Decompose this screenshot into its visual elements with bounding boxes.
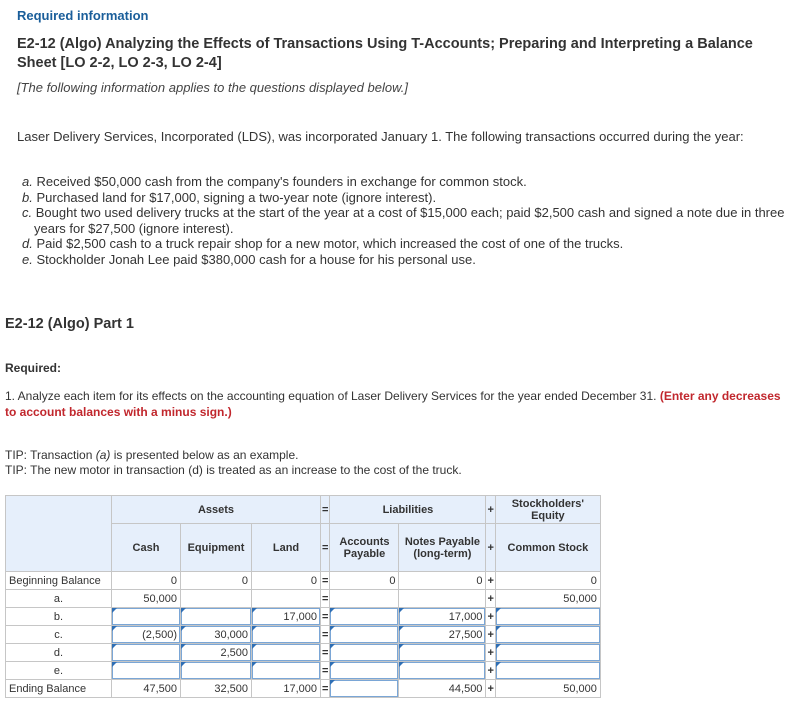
table-row bbox=[6, 680, 601, 698]
plus-sign: + bbox=[486, 680, 495, 698]
common-stock-input[interactable] bbox=[495, 644, 600, 662]
equipment-cell: 32,500 bbox=[181, 680, 252, 698]
cash-input[interactable] bbox=[112, 644, 181, 662]
equals-sign: = bbox=[321, 662, 330, 680]
table-row bbox=[6, 662, 601, 680]
equipment-input[interactable]: 30,000 bbox=[181, 626, 252, 644]
accounts-payable-input[interactable] bbox=[330, 626, 399, 644]
notes-payable-cell: 0 bbox=[399, 572, 486, 590]
equals-sign: = bbox=[321, 590, 330, 608]
common-stock-input[interactable] bbox=[495, 608, 600, 626]
cash-cell: 50,000 bbox=[112, 590, 181, 608]
notes-payable-input[interactable] bbox=[399, 644, 486, 662]
land-cell bbox=[252, 590, 321, 608]
table-row bbox=[6, 626, 601, 644]
header-notes-payable: Notes Payable (long-term) bbox=[399, 524, 486, 572]
accounts-payable-cell bbox=[330, 590, 399, 608]
intro-text: Laser Delivery Services, Incorporated (LDS), was incorporated January 1. The following transactions occurred during the year: bbox=[17, 129, 744, 144]
cash-input[interactable] bbox=[112, 662, 181, 680]
row-label: d. bbox=[6, 644, 112, 662]
instruction-text: 1. Analyze each item for its effects on the accounting equation of Laser Delivery Services for the year ended December 31. (Enter any decreases to account balances with a minus sign.) bbox=[5, 389, 781, 419]
common-stock-cell: 0 bbox=[495, 572, 600, 590]
equals-sign: = bbox=[321, 572, 330, 590]
plus-sign: + bbox=[486, 608, 495, 626]
header-accounts-payable: Accounts Payable bbox=[330, 524, 399, 572]
equipment-input[interactable] bbox=[181, 608, 252, 626]
header-equals-2: = bbox=[321, 524, 330, 572]
part-title: E2-12 (Algo) Part 1 bbox=[5, 316, 134, 332]
cash-cell: 0 bbox=[112, 572, 181, 590]
cash-input[interactable] bbox=[112, 608, 181, 626]
accounts-payable-input[interactable] bbox=[330, 680, 399, 698]
table-row bbox=[6, 590, 601, 608]
row-label: Beginning Balance bbox=[6, 572, 112, 590]
tip-1: TIP: Transaction (a) is presented below as an example. bbox=[5, 448, 299, 462]
header-blank bbox=[6, 496, 112, 572]
header-plus-2: + bbox=[486, 524, 495, 572]
accounts-payable-input[interactable] bbox=[330, 662, 399, 680]
exercise-title: E2-12 (Algo) Analyzing the Effects of Transactions Using T-Accounts; Preparing and Interpreting a Balance Sheet [LO 2-2, LO 2-3, LO 2-4] bbox=[17, 36, 753, 71]
header-common-stock: Common Stock bbox=[495, 524, 600, 572]
common-stock-cell: 50,000 bbox=[495, 590, 600, 608]
common-stock-input[interactable] bbox=[495, 626, 600, 644]
equals-sign: = bbox=[321, 626, 330, 644]
required-information-heading: Required information bbox=[17, 8, 149, 23]
instruction-note: (Enter any decreases to account balances with a minus sign.) bbox=[5, 389, 781, 419]
plus-sign: + bbox=[486, 644, 495, 662]
common-stock-cell: 50,000 bbox=[495, 680, 600, 698]
table-row bbox=[6, 644, 601, 662]
plus-sign: + bbox=[486, 662, 495, 680]
table-row bbox=[6, 608, 601, 626]
equipment-input[interactable] bbox=[181, 662, 252, 680]
transaction-item: c. Bought two used delivery trucks at the start of the year at a cost of $15,000 each; paid $2,500 cash and signed a note due in three years for $27,500 (ignore interest). bbox=[22, 205, 785, 236]
notes-payable-cell: 44,500 bbox=[399, 680, 486, 698]
equals-sign: = bbox=[321, 608, 330, 626]
land-input[interactable]: 17,000 bbox=[252, 608, 321, 626]
header-equipment: Equipment bbox=[181, 524, 252, 572]
header-stockholders-equity: Stockholders' Equity bbox=[495, 496, 600, 524]
cash-input[interactable]: (2,500) bbox=[112, 626, 181, 644]
tips bbox=[5, 448, 462, 478]
land-input[interactable] bbox=[252, 626, 321, 644]
accounts-payable-input[interactable] bbox=[330, 608, 399, 626]
exercise-subtitle: [The following information applies to the questions displayed below.] bbox=[17, 80, 408, 95]
transaction-item: d. Paid $2,500 cash to a truck repair shop for a new motor, which increased the cost of one of the trucks. bbox=[22, 236, 624, 252]
equipment-cell bbox=[181, 590, 252, 608]
header-cash: Cash bbox=[112, 524, 181, 572]
required-label: Required: bbox=[5, 361, 62, 375]
row-label: a. bbox=[6, 590, 112, 608]
transaction-item: a. Received $50,000 cash from the company's founders in exchange for common stock. bbox=[22, 174, 527, 189]
land-cell: 17,000 bbox=[252, 680, 321, 698]
equals-sign: = bbox=[321, 680, 330, 698]
table-row bbox=[6, 572, 601, 590]
land-cell: 0 bbox=[252, 572, 321, 590]
equipment-input[interactable]: 2,500 bbox=[181, 644, 252, 662]
accounts-payable-cell: 0 bbox=[330, 572, 399, 590]
header-assets: Assets bbox=[112, 496, 321, 524]
common-stock-input[interactable] bbox=[495, 662, 600, 680]
plus-sign: + bbox=[486, 572, 495, 590]
tip-2: TIP: The new motor in transaction (d) is treated as an increase to the cost of the truck. bbox=[5, 463, 462, 477]
header-land: Land bbox=[252, 524, 321, 572]
header-liabilities: Liabilities bbox=[330, 496, 486, 524]
header-plus: + bbox=[486, 496, 495, 524]
row-label: b. bbox=[6, 608, 112, 626]
cash-cell: 47,500 bbox=[112, 680, 181, 698]
equipment-cell: 0 bbox=[181, 572, 252, 590]
row-label: c. bbox=[6, 626, 112, 644]
plus-sign: + bbox=[486, 626, 495, 644]
plus-sign: + bbox=[486, 590, 495, 608]
row-label: e. bbox=[6, 662, 112, 680]
transaction-item: b. Purchased land for $17,000, signing a two-year note (ignore interest). bbox=[22, 189, 437, 205]
land-input[interactable] bbox=[252, 662, 321, 680]
notes-payable-input[interactable] bbox=[399, 662, 486, 680]
accounting-equation-table bbox=[5, 495, 601, 698]
header-equals: = bbox=[321, 496, 330, 524]
land-input[interactable] bbox=[252, 644, 321, 662]
accounts-payable-input[interactable] bbox=[330, 644, 399, 662]
notes-payable-input[interactable]: 17,000 bbox=[399, 608, 486, 626]
transaction-item: e. Stockholder Jonah Lee paid $380,000 cash for a house for his personal use. bbox=[22, 251, 476, 267]
notes-payable-cell bbox=[399, 590, 486, 608]
row-label: Ending Balance bbox=[6, 680, 112, 698]
equals-sign: = bbox=[321, 644, 330, 662]
transaction-list bbox=[22, 174, 792, 268]
notes-payable-input[interactable]: 27,500 bbox=[399, 626, 486, 644]
